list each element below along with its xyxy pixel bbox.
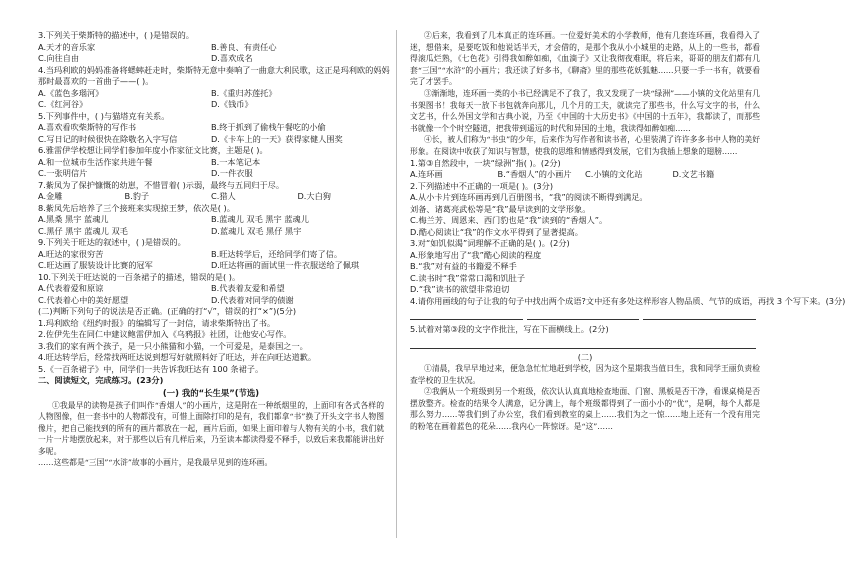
q9-option-d: D.旺达将画的面试里一件衣服送给了佩琪 — [211, 260, 360, 270]
q3-option-a: A.天才的音乐家 — [38, 41, 96, 52]
q8-option-c: C.黑仔 黑宇 蓝魂儿 双毛 — [38, 225, 128, 236]
q7-stem: 7.紫凤为了保护慷慨的幼崽，不惜冒着( )示弱，最终与五同归于尽。 — [38, 179, 285, 190]
rq1-option-c: C.小镇的文化站 — [585, 169, 643, 180]
q4-stem: 4.当玛利欧的妈妈准备将蟋蟀赶走时，柴斯特无意中奏响了一曲意大利民歌，这正是玛利欧的妈妈 — [38, 64, 390, 75]
rq1-option-b: B.“香烟人”的小画片 — [497, 169, 572, 180]
q9-options-2 — [38, 260, 384, 272]
q4-option-a: A.《蓝色多瑙河》 — [38, 87, 104, 98]
q10-option-d: D.代表着对同学的债谢 — [211, 294, 294, 305]
passage-two-text — [410, 363, 760, 433]
rq1-option-a: A.连环画 — [410, 169, 443, 180]
q8-options — [38, 214, 384, 226]
q6-option-b: B.一本笔记本 — [211, 156, 261, 167]
rq3-option: C.读书时“我”常常口渴和饥肚子 — [410, 272, 526, 283]
q7-option-b: B.豹子 — [124, 191, 150, 201]
rq4-stem: 4.请你用画线的句子让我的句子中找出两个成语?文中还有多处这样形容人物品质、气节的成语，再找 3 个写下来。(3分) — [410, 295, 845, 306]
q10-option-c: C.代表着心中的美好愿望 — [38, 294, 129, 305]
q6-options-2 — [38, 168, 384, 180]
rq2-stem: 2.下列描述中不正确的一项是( )。(3分) — [410, 180, 554, 191]
judge-item: 2.佐伊先生在同仁中建议鲍雷伊加入《乌鸦报》社团，让他安心写作。 — [38, 329, 292, 339]
q5-option-b: B.终于抓到了偷栈午餐吃的小偷 — [211, 122, 326, 132]
rq1-stem: 1.第③自然段中，一块“绿洲”指( )。(2分) — [410, 157, 561, 168]
q3-stem: 3.下列关于柴斯特的描述中，( )是错误的。 — [38, 30, 194, 40]
q5-option-d: D.《卡车上的一天》获得家健人围奖 — [211, 133, 343, 144]
column-divider — [396, 30, 397, 538]
q9-stem: 9.下列关于旺达的叙述中，( )是错误的。 — [38, 237, 186, 247]
q7-option-d: D.大白狗 — [297, 191, 331, 201]
q5-options — [38, 122, 384, 134]
passage-continued — [410, 30, 760, 158]
judge-item: 5.《一百条裙子》中，同学们一共告诉我旺达有 100 条裙子。 — [38, 363, 264, 374]
rq5-stem: 5.试着对第③段的文字作批注，写在下面横线上。(2分) — [410, 324, 609, 335]
q6-options — [38, 157, 384, 169]
q6-option-c: C.一张明信片 — [38, 168, 88, 178]
q3-option-b: B.善良、有责任心 — [211, 41, 277, 52]
rq4-answer-row — [410, 307, 760, 320]
judge-item: 4.旺达转学后，经常找两旺达说到想写好就照料好了旺达，并在向旺达道歉。 — [38, 352, 317, 362]
rq2-option: A.从小卡片到连环画再到几百册图书，“我”的阅读不断得到满足。 — [410, 192, 648, 203]
q10-stem: 10.下列关于旺达说的一百条裙子的描述，错误的是( )。 — [38, 271, 241, 282]
q4-stem-2: 那时最喜欢的一首曲子——( )。 — [38, 76, 154, 86]
judge-item: 1.玛利欧给《纽约时报》的编辑写了一封信，请求柴斯特出了书。 — [38, 317, 276, 328]
rq1-options — [410, 169, 760, 181]
q9-option-a: A.旺达的家很穷苦 — [38, 248, 104, 259]
q7-options — [38, 191, 384, 203]
q4-option-b: B.《重归苏莲托》 — [211, 87, 277, 98]
reading-section-title: 二、阅读短文，完成练习。(23分) — [38, 375, 164, 385]
q6-stem: 6.雅雷伊学校想让同学们参加年度小作家征文比赛，主题是( )。 — [38, 145, 268, 155]
q4-options-2 — [38, 99, 384, 111]
passage-title: (一) 我的“长生果”(节选) — [162, 387, 260, 398]
rq2-option: C.梅兰芳、周恩来、西门豹也是“我”读到的“香烟人”。 — [410, 215, 608, 226]
q10-options-2 — [38, 295, 384, 307]
rq2-option: 刘备、诸葛亮武松等是“我”最早读到的文学形象。 — [410, 203, 591, 214]
q3-options-2 — [38, 53, 384, 65]
q3-option-d: D.喜欢成名 — [211, 53, 253, 63]
q8-option-b: B.蓝魂儿 双毛 黑宇 蓝魂儿 — [211, 214, 309, 224]
rq5-answer-row — [410, 336, 760, 349]
rq3-option: B.“我”对有益的书籍爱不释手 — [410, 261, 517, 272]
rq1-option-d: D.文艺书籍 — [672, 169, 715, 180]
answer-blank[interactable] — [643, 308, 756, 320]
q5-option-a: A.喜欢看吹柴斯特的写作书 — [38, 122, 137, 132]
q9-option-b: B.旺达转学后，还给同学们寄了信。 — [211, 248, 343, 259]
q7-option-a: A.金雕 — [38, 191, 63, 201]
q4-option-d: D.《钱币》 — [211, 99, 253, 109]
q10-options — [38, 283, 384, 295]
q6-option-d: D.一件衣服 — [211, 168, 253, 178]
answer-blank[interactable] — [410, 337, 756, 349]
judge-title: (二)判断下列句子的说法是否正确。(正确的打“√”，错误的打“×”)(5分) — [38, 306, 297, 316]
q5-stem: 5.下列事件中，( )与猫塔克有关系。 — [38, 110, 170, 121]
q8-stem: 8.紫凤先后培养了三个接班来实现掠王梦，依次是( )。 — [38, 202, 235, 213]
q7-option-c: C.猎人 — [211, 191, 236, 201]
passage-paragraph-4: ④长，被人们称为“书虫”的少年，后来作为写作者和读书者，心里装满了许许多多书中人物的美好形象。在阅读中收获了知识与智慧，使我的思维和情感得到发展，它们为我插上想象的翅膀…… — [410, 135, 760, 156]
q5-option-c: C.写日记的时候很快在除敬名入字写信 — [38, 133, 178, 144]
passage-paragraph-1: ①我最早的读物是孩子们叫作“香烟人”的小画片，这是附在一种纸烟里的，上面印有各式各样的人物图像，但一套书中的人物都没有，可惜上面除打印的是有，我们都拿“书”换了开头文字书人物图像片，把自己能找到的所有的画片都放在一起，画片后面，如果上面印着与人物有关的小书，我们就一片一片地摆放起来，对于那些以后有几样后来，乃至读本都读得爱不释手，以致后来我都能讲出好多呢。 — [38, 400, 384, 456]
q8-option-d: D.蓝魂儿 双毛 黑仔 黑宇 — [211, 225, 302, 236]
q8-option-a: A.黑桑 黑宇 蓝魂儿 — [38, 214, 109, 224]
part-two-label: (二) — [577, 351, 593, 362]
rq2-option: D.酷心阅读让“我”的作文水平得到了显著提高。 — [410, 226, 583, 237]
q8-options-2 — [38, 226, 384, 238]
answer-blank[interactable] — [410, 308, 523, 320]
passage-paragraph-1-cont: ……这些都是“三国”“水浒”故事的小画片，是我最早见到的连环画。 — [38, 458, 273, 468]
passage-two-paragraph-2: ②我俩从一个班级到另一个班级，依次认认真真地检查地面、门窗、黑板是否干净，看课桌椅是否摆放整齐。检查的结果令人满意，记分满上，每个班级都得到了一面小小的“优”，是啊，每个人都是那么努力……等我们到了办公室，我们看到教室的桌上……我们为之一惊……地上还有一个没有用完的粉笔在画着蓝色的花朵……我内心一阵惊讶。是“这”…… — [410, 387, 760, 431]
left-column — [38, 30, 390, 469]
judge-item: 3.我们的家有两个孩子，是一只小熊猫和小猫，一个可爱是，是泰国之一。 — [38, 340, 308, 351]
rq3-option: A.形象地写出了“我”酷心阅读的程度 — [410, 249, 542, 260]
q10-option-b: B.代表着友爱和希望 — [211, 283, 285, 293]
q3-option-c: C.向往自由 — [38, 53, 80, 63]
q3-options — [38, 42, 384, 54]
passage-paragraph-3: ③渐渐地，连环画一类的小书已经满足不了我了，我又发现了一块“绿洲”——小镇的文化站里有几书架图书！我每天一放下书包就奔向那儿，几个月的工夫，就读完了那些书，什么写文字的书，什么文艺书，什么外国文学和古典小说，乃至《中国的十大历史书》《中国的十五年》，我都读了，而那些书就像一个个时空隧道，把我带到遥远的时代和异国的土地，我读得如醉如痴…… — [410, 88, 760, 133]
passage-two-paragraph-1: ①清晨，我早早地过来，便急急忙忙地赶到学校，因为这个星期我当值日生，我和同学王丽负责检查学校的卫生状况。 — [410, 364, 760, 385]
q9-option-c: C.旺达画了服装设计比赛的冠军 — [38, 260, 153, 270]
q5-options-2 — [38, 134, 384, 146]
q9-options — [38, 249, 384, 261]
q10-option-a: A.代表着爱和原谅 — [38, 283, 104, 293]
q6-option-a: A.和一位城市生活作家共进午餐 — [38, 156, 153, 167]
right-column — [410, 30, 845, 433]
passage-paragraph-2: ②后来，我看到了几本真正的连环画。一位爱好美术的小学教师，他有几套连环画，我看得入了迷，想借来，是要吃饭和他说话半天，才会借的，是那个我从小小城里的走路，从上的一些书，都看得滚瓜烂熟，《七色花》引得我如醉如痴，《血滴子》又让我彻夜难眠，将后来，哥哥的朋友们都有几套“三国”“水浒”的小画片；我还读了好多书，《聊斋》里的那些花妖狐魅……只要一手一书有，就要看完了才罢手。 — [410, 31, 760, 87]
answer-blank[interactable] — [527, 308, 640, 320]
passage-text — [38, 400, 384, 470]
q4-option-c: C.《红河谷》 — [38, 99, 88, 109]
rq3-option: D.“我”读书的欲望非常迫切 — [410, 284, 510, 295]
rq3-stem: 3.对“如饥似渴”词理解不正确的是( )。(2分) — [410, 238, 570, 249]
q4-options — [38, 88, 384, 100]
